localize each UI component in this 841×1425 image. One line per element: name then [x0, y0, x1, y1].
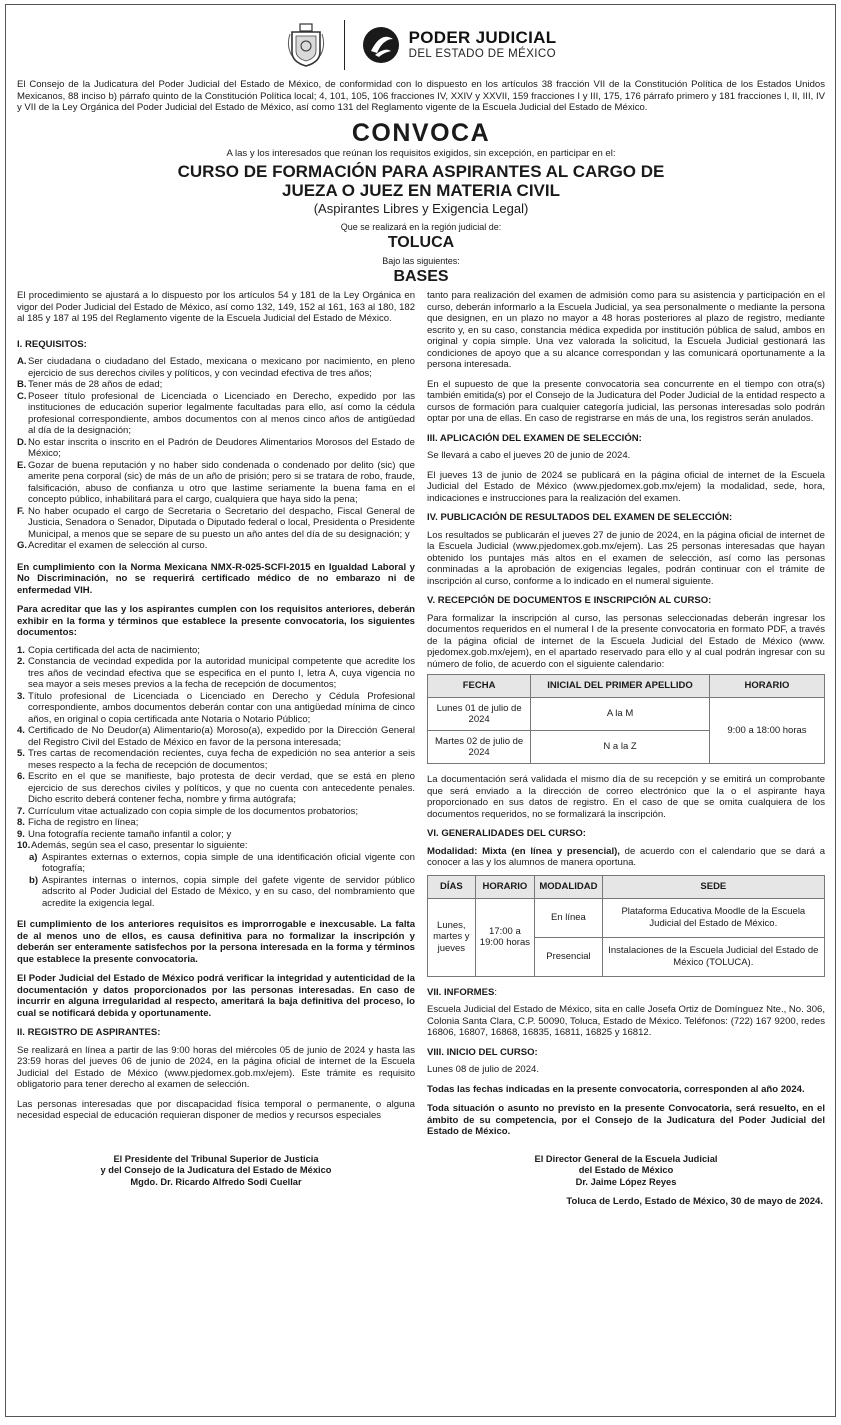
table-header: DÍAS — [428, 875, 476, 898]
cumplimiento-paragraph: El cumplimiento de los anteriores requisitos es improrrogable e inexcusable. La falta de al menos uno de ellos, es causa definitiva para no formalizar la inscripción y deberán ser enteramente satisfechos por la persona interesada en la forma y términos que establece la presente convocatoria. — [17, 919, 415, 965]
table-header: HORARIO — [475, 875, 535, 898]
header-divider — [344, 20, 345, 70]
convoca-heading: CONVOCA — [351, 118, 491, 147]
course-subtitle: (Aspirantes Libres y Exigencia Legal) — [313, 201, 529, 216]
table-header: INICIAL DEL PRIMER APELLIDO — [531, 675, 710, 698]
signature-left: El Presidente del Tribunal Superior de Justicia y del Consejo de la Judicatura del Estado de México Mgdo. Dr. Ricardo Alfredo Sodi Cuellar — [100, 1153, 332, 1187]
continuation-paragraph: tanto para realización del examen de admisión como para su asistencia y participación en el curso, deberán informarlo a la Escuela Judicial, ya sea personalmente o mediante la persona que designen, en un plazo no mayor a 48 horas posteriores al plazo de registro, mediante escrito y, en su caso, constancia médica expedida por institución pública de salud, ambos en original y copia simple. Una vez valorada la solicitud, la Escuela Judicial gestionará las condiciones de apoyo que a su alcance correspondan y las comunicará oportunamente a la persona interesada. — [427, 290, 825, 370]
fechas-note-paragraph: Todas las fechas indicadas en la presente convocatoria, corresponden al año 2024. — [427, 1083, 805, 1095]
table-header: MODALIDAD — [535, 875, 602, 898]
section-examen-title: III. APLICACIÓN DEL EXAMEN DE SELECCIÓN: — [427, 432, 642, 444]
resultados-paragraph: Los resultados se publicarán el jueves 27 de junio de 2024, en la página oficial de internet de la Escuela Judicial (www.pjedomex.gob.mx/ejem). Las 25 personas interesadas que hayan obtenido los puntajes más altos en el examen de selección, así como las personas conminadas a la aprobación de exigencias legales, podrán continuar con el trámite de inscripción al curso, conforme a lo indicado en el numeral siguiente. — [427, 529, 825, 587]
bases-label: Bajo las siguientes: — [382, 256, 460, 266]
verification-paragraph: El Poder Judicial del Estado de México podrá verificar la integridad y autenticidad de la documentación y datos proporcionados por las personas interesadas. En caso de incurrir en alguna irregularidad al respecto, ameritará la baja definitiva del proceso, lo cual se notificará debida y oportunamente. — [17, 973, 415, 1019]
bases-heading: BASES — [393, 268, 449, 285]
list-item: G. Acreditar el examen de selección al curso. — [17, 540, 208, 551]
list-item: 4. Certificado de No Deudor(a) Alimentario(a) Moroso(a), expedido por la Dirección General del Registro Civil del Estado de México en favor de la persona interesada; — [17, 725, 415, 748]
list-item: E. Gozar de buena reputación y no haber sido condenada o condenado por delito (sic) que amerite pena corporal (sic) de más de un año de prisión; pero si se tratara de robo, fraude, falsificación, abuso de confianza u otro que lastime seriamente la buena fama en el concepto público, inhabilitará para el cargo, cualquiera que haya sido la pena; — [17, 459, 415, 505]
table-cell: 17:00 a 19:00 horas — [475, 898, 535, 976]
list-item: 5. Tres cartas de recomendación recientes, cuya fecha de expedición no sea anterior a seis meses respecto a la fecha de recepción de documentos; — [17, 748, 415, 771]
examen-date-paragraph: Se llevará a cabo el jueves 20 de junio de 2024. — [427, 450, 631, 461]
right-column — [427, 290, 825, 1146]
table-cell: Martes 02 de julio de 2024 — [428, 731, 531, 764]
header-title: PODER JUDICIAL — [408, 28, 557, 47]
list-item: D. No estar inscrita o inscrito en el Padrón de Deudores Alimentarios Morosos del Estado de México; — [17, 436, 415, 459]
poder-judicial-logo-icon — [361, 25, 401, 65]
procedure-paragraph: El procedimiento se ajustará a lo dispuesto por los artículos 54 y 181 de la Ley Orgánica en vigor del Poder Judicial del Estado de México, así como 132, 149, 152 al 161, 163 al 180, 182 al 185 y 187 al 195 del Reglamento vigente de la Escuela Judicial del Estado de México. — [17, 290, 415, 324]
section-requisitos-title: I. REQUISITOS: — [17, 338, 87, 350]
signature-right: El Director General de la Escuela Judicial del Estado de México Dr. Jaime López Reyes — [534, 1153, 718, 1187]
section-recepcion-title: V. RECEPCIÓN DE DOCUMENTOS E INSCRIPCIÓN AL CURSO: — [427, 595, 712, 606]
poder-judicial-wordmark — [409, 29, 557, 61]
table-header: FECHA — [428, 675, 531, 698]
list-item: 8. Ficha de registro en línea; — [17, 817, 139, 828]
section-resultados-title: IV. PUBLICACIÓN DE RESULTADOS DEL EXAMEN DE SELECCIÓN: — [427, 512, 733, 523]
body-columns — [17, 290, 825, 1146]
table-cell: En línea — [535, 898, 602, 937]
table-cell: Lunes 01 de julio de 2024 — [428, 698, 531, 731]
informes-paragraph: Escuela Judicial del Estado de México, sita en calle Josefa Ortiz de Domínguez Nte., No. 306, Colonia Santa Clara, C.P. 50090, Toluca, Estado de México. Teléfonos: (722) 167 9200, redes 16806, 16807, 16868, 16835, 16811, 16825 y 16812. — [427, 1004, 825, 1038]
header-subtitle: DEL ESTADO DE MÉXICO — [408, 48, 556, 60]
documents-intro-paragraph: Para acreditar que las y los aspirantes cumplen con los requisitos anteriores, deberán exhibir en la forma y términos que establece la presente convocatoria, los siguientes documentos: — [17, 604, 415, 638]
discapacidad-paragraph: Las personas interesadas que por discapacidad física temporal o permanente, o alguna necesidad especial de educación requieran disponer de medios y recursos especiales — [17, 1098, 415, 1121]
list-item: 10. Además, según sea el caso, presentar lo siguiente: — [17, 840, 248, 851]
section-inicio-title: VIII. INICIO DEL CURSO: — [427, 1046, 538, 1058]
table-cell: 9:00 a 18:00 horas — [709, 698, 824, 764]
documents-sublist — [17, 852, 415, 910]
list-item: F. No haber ocupado el cargo de Secretaria o Secretario del despacho, Fiscal General de Justicia, Senadora o Senador, Diputada o Diputado federal o local, Presidenta o Presidente Municipal, a menos que se separe de su puesto un año antes del día de su designación; y — [17, 505, 415, 540]
list-item: a) Aspirantes externas o externos, copia simple de una identificación oficial vigente con fotografía; — [29, 851, 415, 874]
section-registro-title: II. REGISTRO DE ASPIRANTES: — [17, 1027, 161, 1038]
list-item: b) Aspirantes internas o internos, copia simple del gafete vigente de servidor público adscrito al Poder Judicial del Estado de México, y en su caso, del nombramiento que acredite la exigencia legal. — [29, 874, 415, 909]
course-title-line-2: JUEZA O JUEZ EN MATERIA CIVIL — [281, 181, 560, 200]
requisitos-list — [17, 356, 415, 552]
course-title-line-1: CURSO DE FORMACIÓN PARA ASPIRANTES AL CARGO DE — [177, 162, 665, 181]
course-schedule-table — [427, 875, 825, 977]
state-seal-icon — [286, 22, 326, 68]
table-header: HORARIO — [709, 675, 824, 698]
table-header: SEDE — [602, 875, 824, 898]
concurrent-paragraph: En el supuesto de que la presente convocatoria sea concurrente en el tiempo con otra(s) también emitida(s) por el Consejo de la Judicatura del Poder Judicial de la entidad respecto a cursos de formación para cualquier categoría judicial, las personas interesadas solo podrán optar por una de ellas. En caso de registrarse en más de una, los registros serán anulados. — [427, 378, 825, 424]
modalidad-paragraph: Modalidad: Mixta (en línea y presencial), de acuerdo con el calendario que se dará a conocer a las y los alumnos de manera oportuna. — [427, 845, 826, 868]
signatures — [17, 1154, 825, 1189]
validation-paragraph: La documentación será validada el mismo día de su recepción y se emitirá un comprobante que será enviado a la dirección de correo electrónico que la o el aspirante haya proporcionado en sus datos de registro. En el caso de que se omita cualquiera de los documentos requeridos, no se formalizará la inscripción. — [427, 774, 825, 820]
table-cell: N a la Z — [531, 731, 710, 764]
list-item: 7. Currículum vitae actualizado con copia simple de los documentos probatorios; — [17, 805, 359, 817]
invite-line: A las y los interesados que reúnan los requisitos exigidos, sin excepción, en participar en el: — [226, 147, 616, 159]
no-previsto-paragraph: Toda situación o asunto no previsto en la presente Convocatoria, será resuelto, en el ámbito de su competencia, por el Consejo de la Judicatura del Poder Judicial del Estado de México. — [427, 1103, 825, 1137]
table-cell: Presencial — [535, 937, 602, 976]
table-cell: Plataforma Educativa Moodle de la Escuela Judicial del Estado de México. — [602, 898, 824, 937]
section-informes-title: VII. INFORMES: — [427, 986, 498, 998]
norma-paragraph: En cumplimiento con la Norma Mexicana NMX-R-025-SCFI-2015 en Igualdad Laboral y No Discriminación, no se requerirá certificado médico de no embarazo ni de enfermedad VIH. — [17, 561, 415, 596]
document-page — [5, 4, 836, 1417]
table-cell: Instalaciones de la Escuela Judicial del Estado de México (TOLUCA). — [602, 937, 824, 976]
inicio-paragraph: Lunes 08 de julio de 2024. — [427, 1064, 540, 1075]
registration-calendar-table — [427, 674, 825, 764]
list-item: B. Tener más de 28 años de edad; — [17, 379, 163, 390]
section-generalidades-title: VI. GENERALIDADES DEL CURSO: — [427, 828, 586, 839]
table-row — [428, 898, 825, 937]
recepcion-paragraph: Para formalizar la inscripción al curso, las personas seleccionadas deberán ingresar los documentos requeridos en el numeral I de la presente convocatoria en formato PDF, a través de la página oficial de internet de la Escuela Judicial del Estado de México (www. pjedomex.gob.mx/ejem), en el apartado reservado para ello y al cual podrán ingresar con su número de folio, de acuerdo con el siguiente calendario: — [427, 612, 825, 670]
list-item: 6. Escrito en el que se manifieste, bajo protesta de decir verdad, que se está en pleno ejercicio de sus derechos civiles y políticos, y que no cuenta con antecedente penales. Dicho escrito deberá contener fecha, nombre y firma autógrafa; — [17, 771, 415, 805]
date-line: Toluca de Lerdo, Estado de México, 30 de mayo de 2024. — [566, 1196, 823, 1207]
table-row — [428, 698, 825, 731]
table-cell: Lunes, martes y jueves — [428, 898, 476, 976]
registro-paragraph: Se realizará en línea a partir de las 9:00 horas del miércoles 05 de junio de 2024 y hasta las 23:59 horas del jueves 06 de junio de 2024, en la página oficial de internet de la Escuela Judicial del Estado de México (www.pjedomex.gob.mx/ejem). Este trámite es requisito obligatorio para tener derecho al examen de selección. — [17, 1044, 415, 1090]
list-item: 3. Título profesional de Licenciada o Licenciado en Derecho y Cédula Profesional correspondiente, ambos documentos deberán contar con una antigüedad mínima de cinco años, en original o copia certificada ante Notaria o Notario Público; — [17, 690, 415, 725]
list-item: 9. Una fotografía reciente tamaño infantil a color; y — [17, 828, 232, 840]
region-name: TOLUCA — [387, 234, 455, 251]
region-label: Que se realizará en la región judicial de: — [340, 222, 502, 232]
list-item: 2. Constancia de vecindad expedida por la autoridad municipal competente que acredite los tres años de vecindad efectiva que se especifica en el punto I, letra A, cuya vigencia no sea mayor a seis meses previos a la fecha de recepción de documentos; — [17, 656, 415, 690]
left-column — [17, 290, 415, 1146]
header-logos — [17, 15, 825, 75]
list-item: C. Poseer título profesional de Licenciada o Licenciado en Derecho, expedido por las instituciones de educación superior legalmente facultadas para ello, así como la cédula profesional correspondiente, ambos documentos con al menos cinco años de antigüedad al día de la designación; — [17, 390, 415, 436]
examen-info-paragraph: El jueves 13 de junio de 2024 se publicará en la página oficial de internet de la Escuela Judicial del Estado de México (www.pjedomex.gob.mx/ejem) la modalidad, sede, hora, indicaciones e instrucciones para la realización del examen. — [427, 469, 825, 504]
list-item: A. Ser ciudadana o ciudadano del Estado, mexicana o mexicano por nacimiento, en pleno ejercicio de sus derechos civiles y políticos, y con vecindad efectiva de tres años; — [17, 356, 415, 379]
intro-paragraph: El Consejo de la Judicatura del Poder Judicial del Estado de México, de conformidad con lo dispuesto en los artículos 38 fracción VII de la Constitución Política de los Estados Unidos Mexicanos, 88 inciso b) párrafo quinto de la Constitución Política local; 4, 101, 105, 106 fracciones IV, XXIV y XXVII, 159 fracciones I y III, 175, 176 párrafo primero y 181 fracciones I, II, III, IV y VII de la Ley Orgánica del Poder Judicial del Estado de México, así como 131 del Reglamento vigente de la Escuela Judicial del Estado de México. — [17, 79, 825, 113]
table-cell: A la M — [531, 698, 710, 731]
documents-list — [17, 645, 415, 852]
list-item: 1. Copia certificada del acta de nacimiento; — [17, 644, 200, 656]
